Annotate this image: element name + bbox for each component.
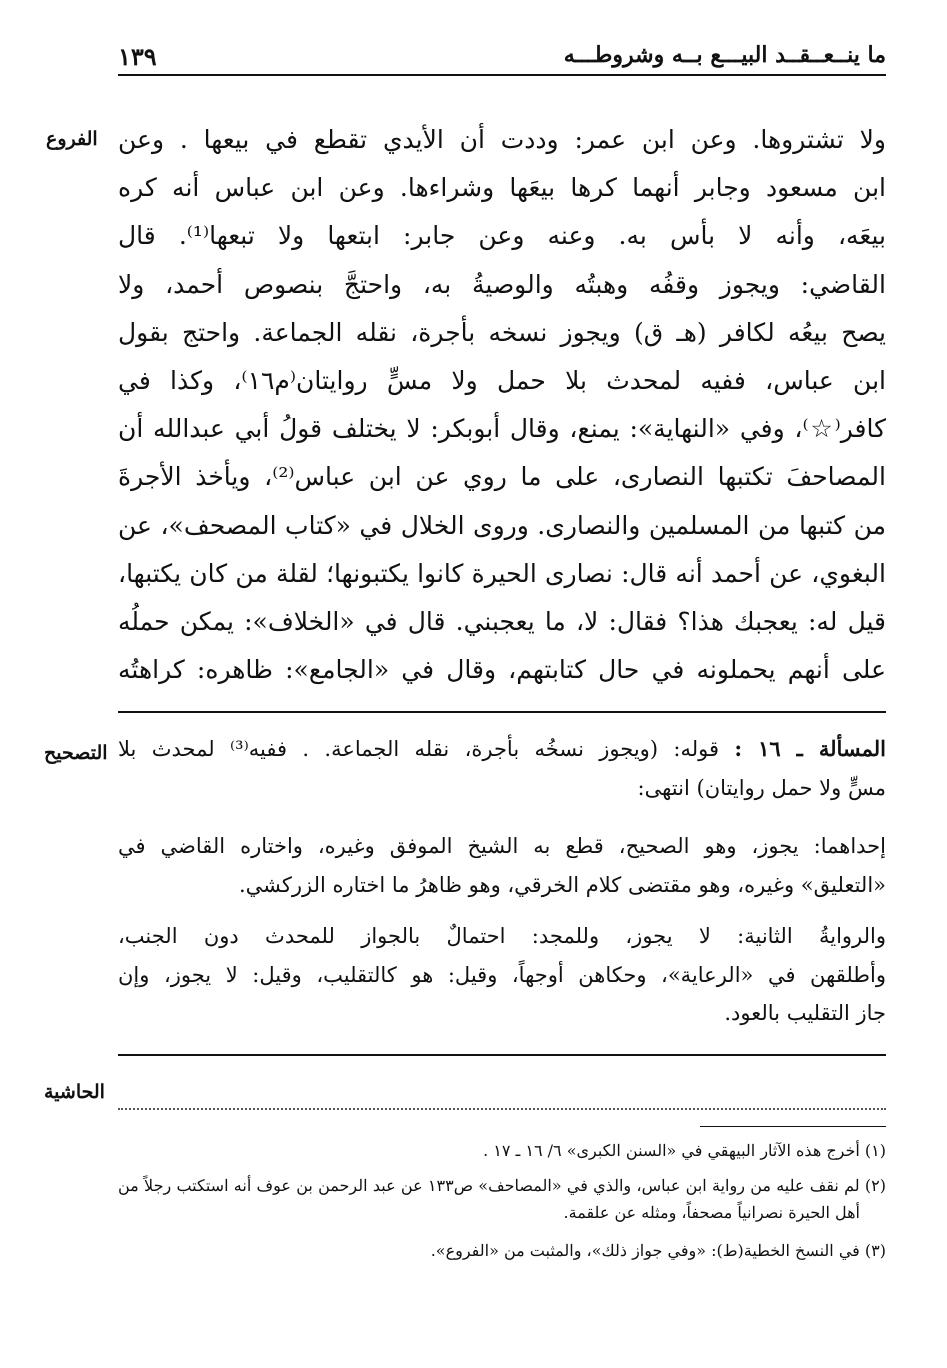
main-text-line: القاضي: ويجوز وقفُه وهبتُه والوصيةُ به، واحتجَّ بنصوص أحمد، ولا (118, 269, 886, 299)
hashia-divider (118, 1054, 886, 1056)
page-number: ١٣٩ (118, 42, 157, 71)
main-text-line: بيعَه، وأنه لا بأس به. وعنه وعن جابر: ابتعها ولا تبعها⁽¹⁾. قال (118, 221, 886, 251)
masala-line: «التعليق» وغيره، وهو مقتضى كلام الخرقي، وهو ظاهرُ ما اختاره الزركشي. (238, 872, 886, 897)
masala-line: جاز التقليب بالعود. (724, 1001, 886, 1025)
footnote-2 (118, 1172, 886, 1226)
footnote-line: (٣) في النسخ الخطية(ط): «وفي جواز ذلك»، والمثبت من «الفروع». (430, 1241, 886, 1260)
chapter-title: ما ينــعــقــد البيـــع بــه وشروطـــه (563, 42, 886, 68)
side-label-tashih: التصحيح (44, 742, 108, 764)
main-text-line: قيل له: يعجبك هذا؟ فقال: لا، ما يعجبني. قال في «الخلاف»: يمكن حملُه (118, 606, 886, 636)
main-text-line: ابن مسعود وجابر أنهما كرها بيعَها وشراءها. وعن ابن عباس أنه كره (118, 173, 886, 203)
masala-line: وأطلقهن في «الرعاية»، وحكاهن أوجهاً، وقيل: هو كالتقليب، وقيل: لا يجوز، وإن (118, 962, 886, 987)
masala-heading: المسألة ـ ١٦ : (734, 736, 886, 761)
masala-line-text: قوله: (ويجوز نسخُه بأجرة، نقله الجماعة. . ففيه⁽³⁾ لمحدث بلا (118, 737, 719, 761)
footnote-divider (700, 1126, 886, 1127)
masala-line (118, 730, 886, 769)
masala-para-3 (118, 917, 886, 1033)
footnote-1 (118, 1137, 886, 1164)
footnote-line: (٢) لم نقف عليه من رواية ابن عباس، والذي في «المصاحف» ص١٣٣ عن عبد الرحمن بن عوف أنه استكتب رجلاً من (118, 1176, 887, 1195)
main-text-line: ابن عباس، ففيه لمحدث بلا حمل ولا مسٍّ روايتان⁽م١٦⁾، وكذا في (118, 365, 886, 395)
side-label-furu: الفروع (46, 128, 98, 150)
masala-line: والروايةُ الثانية: لا يجوز، وللمجد: احتمالٌ بالجواز للمحدث دون الجنب، (118, 924, 886, 948)
footnote-line: أهل الحيرة نصرانياً مصحفاً، ومثله عن علقمة. (563, 1203, 860, 1222)
main-text-line: البغوي، عن أحمد أنه قال: نصارى الحيرة كانوا يكتبونها؛ لقلة من كان يكتبها، (118, 558, 886, 588)
main-text-line: من كتبها من المسلمين والنصارى. وروى الخلال في «كتاب المصحف»، عن (118, 510, 886, 540)
main-text-line: ولا تشتروها. وعن ابن عمر: وددت أن الأيدي تقطع في بيعها . وعن (118, 125, 886, 154)
page-header (118, 38, 886, 74)
main-text-block (118, 116, 886, 694)
main-text-line: يصح بيعُه لكافر (هـ ق) ويجوز نسخه بأجرة، نقله الجماعة. واحتج بقول (118, 317, 886, 347)
main-text-line: على أنهم يحملونه في حال كتابتهم، وقال في «الجامع»: ظاهره: كراهتُه (118, 655, 886, 685)
header-divider (118, 74, 886, 76)
footnote-line: (١) أخرج هذه الآثار البيهقي في «السنن الكبرى» ٦/ ١٦ ـ ١٧ . (483, 1141, 886, 1160)
masala-line: مسٍّ ولا حمل روايتان) انتهى: (637, 775, 886, 800)
masala-para-1 (118, 730, 886, 807)
main-text-line: كافر⁽☆⁾، وفي «النهاية»: يمنع، وقال أبوبكر: لا يختلف قولُ أبي عبدالله أن (118, 414, 886, 444)
main-text-line: المصاحفَ تكتبها النصارى، على ما روي عن ابن عباس⁽²⁾، ويأخذ الأجرةَ (118, 462, 886, 492)
footnote-3 (118, 1237, 886, 1264)
masala-line: إحداهما: يجوز، وهو الصحيح، قطع به الشيخ الموفق وغيره، واختاره القاضي في (118, 834, 886, 858)
tashih-divider (118, 711, 886, 713)
hashia-dotted-line (118, 1078, 886, 1110)
masala-para-2 (118, 827, 886, 904)
side-label-hashia: الحاشية (44, 1081, 105, 1103)
